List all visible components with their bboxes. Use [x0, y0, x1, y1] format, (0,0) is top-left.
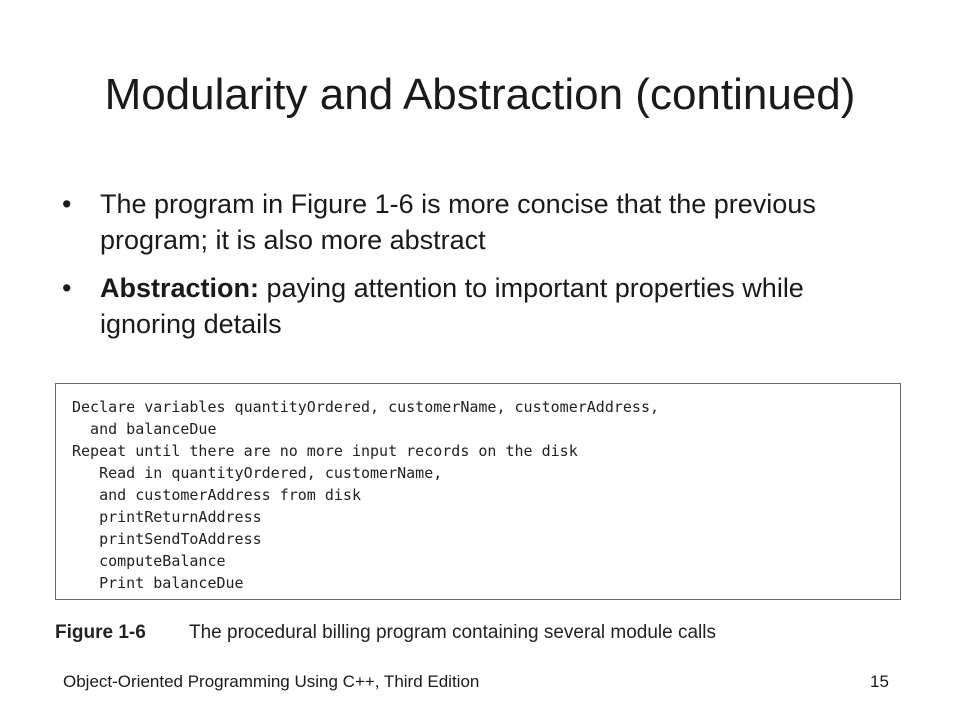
code-listing	[72, 396, 659, 594]
code-line: Read in quantityOrdered, customerName,	[72, 464, 443, 482]
code-line: computeBalance	[72, 552, 226, 570]
footer-book-title: Object-Oriented Programming Using C++, Third Edition	[63, 672, 480, 691]
code-line: Print balanceDue	[72, 574, 244, 592]
figure-caption	[55, 622, 716, 644]
bullet-term: Abstraction:	[100, 273, 260, 303]
code-line: printReturnAddress	[72, 508, 262, 526]
code-line: and customerAddress from disk	[72, 486, 361, 504]
bullet-item-abstraction	[62, 270, 902, 342]
code-line: printSendToAddress	[72, 530, 262, 548]
bullet-text: The program in Figure 1-6 is more concise that the previous program; it is also more abstract	[100, 189, 816, 255]
bullet-marker: •	[62, 189, 72, 219]
figure-label: Figure 1-6	[55, 622, 146, 643]
code-line: Declare variables quantityOrdered, customerName, customerAddress,	[72, 398, 659, 416]
code-line: and balanceDue	[72, 420, 217, 438]
bullet-marker: •	[62, 273, 72, 303]
slide-title: Modularity and Abstraction (continued)	[104, 70, 856, 119]
bullet-list	[62, 186, 902, 354]
footer-page-number: 15	[870, 672, 889, 691]
bullet-item-figure-description	[62, 186, 902, 258]
code-line: Repeat until there are no more input records on the disk	[72, 442, 578, 460]
figure-caption-text: The procedural billing program containing several module calls	[189, 622, 716, 643]
bullet-text: paying attention to important properties while ignoring details	[100, 273, 804, 339]
figure-code-box	[55, 383, 901, 600]
